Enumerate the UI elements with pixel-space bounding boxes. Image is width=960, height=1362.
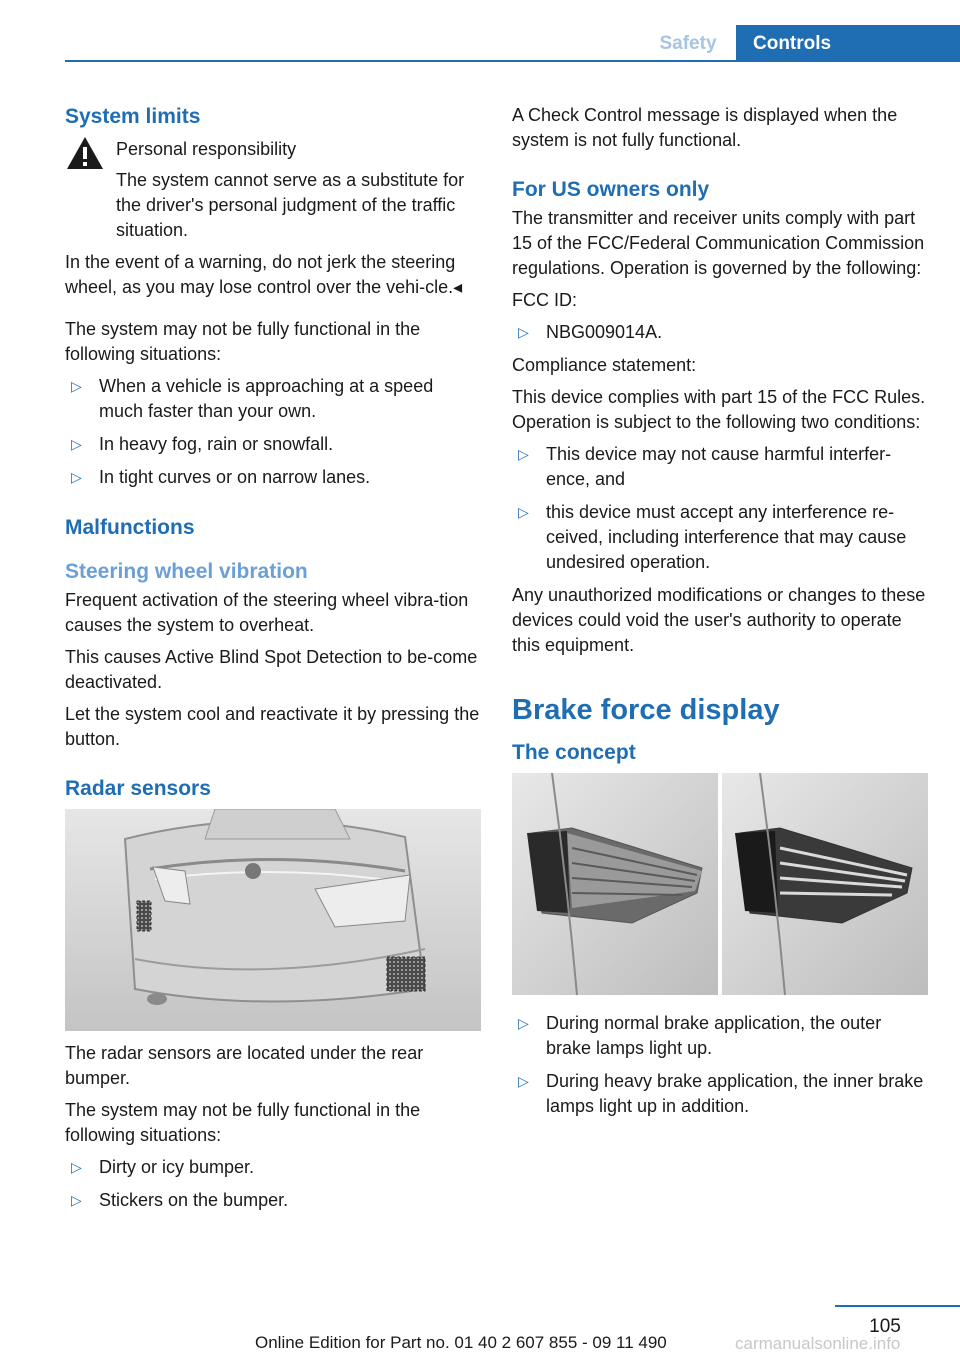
triangle-bullet-icon: ▷ bbox=[518, 1015, 529, 1031]
brake-lamps-figure bbox=[512, 773, 928, 995]
limits-list bbox=[65, 374, 481, 490]
list-item bbox=[512, 320, 928, 345]
malfunction-text-1: Frequent activation of the steering wheel vibra-tion causes the system to overheat. bbox=[65, 590, 469, 635]
fcc-text: The transmitter and receiver units comply with part 15 of the FCC/Federal Communication Commission regulations. Operation is governed by the following: bbox=[512, 208, 925, 278]
radar-caption: The radar sensors are located under the rear bumper. bbox=[65, 1043, 424, 1088]
edition-line: Online Edition for Part no. 01 40 2 607 855 - 09 11 490 bbox=[255, 1333, 667, 1352]
list-item-text: NBG009014A. bbox=[546, 322, 663, 342]
triangle-bullet-icon: ▷ bbox=[518, 324, 529, 340]
radar-intro: The system may not be fully functional in the following situations: bbox=[65, 1100, 421, 1145]
heading-system-limits: System limits bbox=[65, 105, 201, 128]
list-item bbox=[512, 500, 928, 575]
list-item bbox=[65, 1155, 481, 1180]
list-item-text: this device must accept any interference re-ceived, including interference that may cause undesired operation. bbox=[546, 502, 907, 572]
warning-text-1-content: The system cannot serve as a substitute for the driver's personal judgment of the traffic situation. bbox=[116, 170, 465, 240]
warning-text-1 bbox=[116, 168, 481, 243]
list-item-text: When a vehicle is approaching at a speed much faster than your own. bbox=[99, 376, 434, 421]
triangle-bullet-icon: ▷ bbox=[71, 378, 82, 394]
triangle-bullet-icon: ▷ bbox=[518, 504, 529, 520]
list-item bbox=[512, 1011, 928, 1061]
conditions-list bbox=[512, 442, 928, 575]
right-column bbox=[512, 103, 928, 1127]
triangle-bullet-icon: ▷ bbox=[518, 446, 529, 462]
list-item-text: During heavy brake application, the inner brake lamps light up in addition. bbox=[546, 1071, 924, 1116]
heading-steering-wheel-vibration: Steering wheel vibration bbox=[65, 560, 308, 583]
modification-text: Any unauthorized modifications or changes to these devices could void the user's authority to operate this equipment. bbox=[512, 585, 926, 655]
list-item-text: This device may not cause harmful interfer-ence, and bbox=[546, 444, 892, 489]
heading-the-concept: The concept bbox=[512, 741, 636, 764]
warning-title: Personal responsibility bbox=[116, 139, 297, 159]
malfunction-text-3: Let the system cool and reactivate it by pressing the button. bbox=[65, 704, 480, 749]
heading-malfunctions: Malfunctions bbox=[65, 516, 195, 539]
triangle-bullet-icon: ▷ bbox=[71, 1159, 82, 1175]
chapter-tab-controls: Controls bbox=[736, 25, 960, 62]
list-item bbox=[65, 432, 481, 457]
warning-block bbox=[65, 137, 481, 243]
header-rule bbox=[65, 60, 960, 62]
warning-text-2: In the event of a warning, do not jerk the steering wheel, as you may lose control over the vehi-cle.◂ bbox=[65, 252, 463, 297]
list-item bbox=[65, 465, 481, 490]
check-control-text: A Check Control message is displayed when the system is not fully functional. bbox=[512, 105, 898, 150]
page-number: 105 bbox=[869, 1316, 901, 1337]
triangle-bullet-icon: ▷ bbox=[71, 436, 82, 452]
heading-brake-force-display: Brake force display bbox=[512, 694, 780, 726]
list-item-text: Dirty or icy bumper. bbox=[99, 1157, 255, 1177]
list-item bbox=[65, 374, 481, 424]
heading-us-owners: For US owners only bbox=[512, 178, 710, 201]
triangle-bullet-icon: ▷ bbox=[71, 1192, 82, 1208]
triangle-bullet-icon: ▷ bbox=[71, 469, 82, 485]
fcc-id-list bbox=[512, 320, 928, 345]
compliance-text: This device complies with part 15 of the FCC Rules. Operation is subject to the following two conditions: bbox=[512, 387, 926, 432]
list-item bbox=[65, 1188, 481, 1213]
watermark: carmanualsonline.info bbox=[735, 1334, 901, 1353]
left-column bbox=[65, 103, 481, 1221]
list-item bbox=[512, 1069, 928, 1119]
compliance-label: Compliance statement: bbox=[512, 355, 697, 375]
list-item bbox=[512, 442, 928, 492]
radar-sensor-figure bbox=[65, 809, 481, 1031]
heading-radar-sensors: Radar sensors bbox=[65, 777, 211, 800]
footer-rule bbox=[835, 1305, 960, 1307]
brake-list bbox=[512, 1011, 928, 1119]
fcc-id-label: FCC ID: bbox=[512, 290, 577, 310]
list-item-text: During normal brake application, the outer brake lamps light up. bbox=[546, 1013, 882, 1058]
list-item-text: Stickers on the bumper. bbox=[99, 1190, 289, 1210]
section-tab-safety: Safety bbox=[640, 25, 736, 62]
list-item-text: In heavy fog, rain or snowfall. bbox=[99, 434, 334, 454]
limits-intro: The system may not be fully functional in the following situations: bbox=[65, 319, 421, 364]
triangle-bullet-icon: ▷ bbox=[518, 1073, 529, 1089]
list-item-text: In tight curves or on narrow lanes. bbox=[99, 467, 371, 487]
warning-triangle-icon bbox=[65, 135, 105, 171]
malfunction-text-2: This causes Active Blind Spot Detection to be-come deactivated. bbox=[65, 647, 478, 692]
radar-list bbox=[65, 1155, 481, 1213]
